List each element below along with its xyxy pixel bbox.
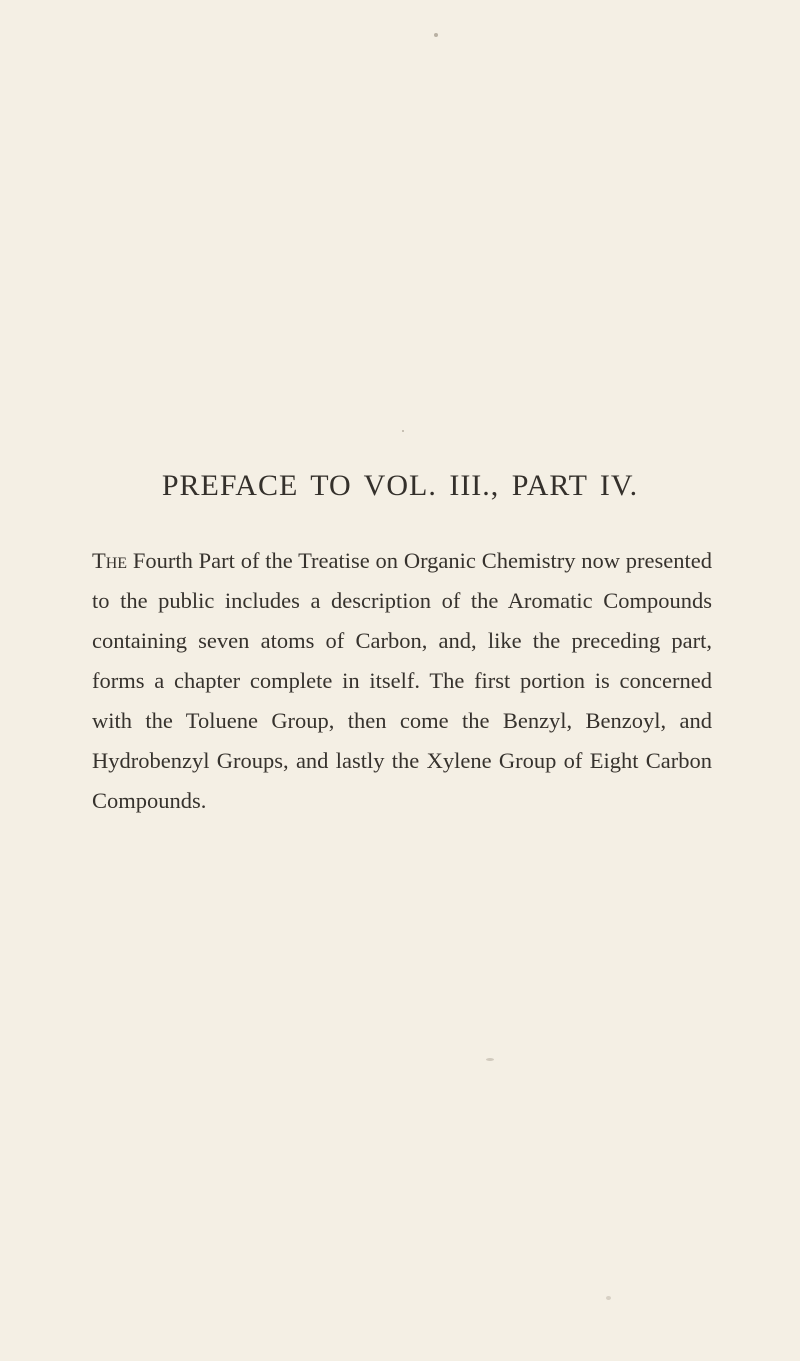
preface-paragraph: [92, 541, 712, 821]
paragraph-lead-word: The: [92, 548, 128, 573]
paper-speck: [434, 33, 438, 37]
paper-speck: [606, 1296, 611, 1300]
paper-speck: [402, 430, 404, 432]
page-title: PREFACE TO VOL. III., PART IV.: [161, 469, 639, 502]
paper-speck: [486, 1058, 494, 1061]
paragraph-body: Fourth Part of the Treatise on Organic Chemistry now presented to the public includes a description of the Aromatic Compounds containing seven atoms of Carbon, and, like the preceding part, forms a chapter complete in itself. The first portion is concerned with the Toluene Group, then come the Benzyl, Benzoyl, and Hydrobenzyl Groups, and lastly the Xylene Group of Eight Carbon Compounds.: [92, 548, 712, 813]
